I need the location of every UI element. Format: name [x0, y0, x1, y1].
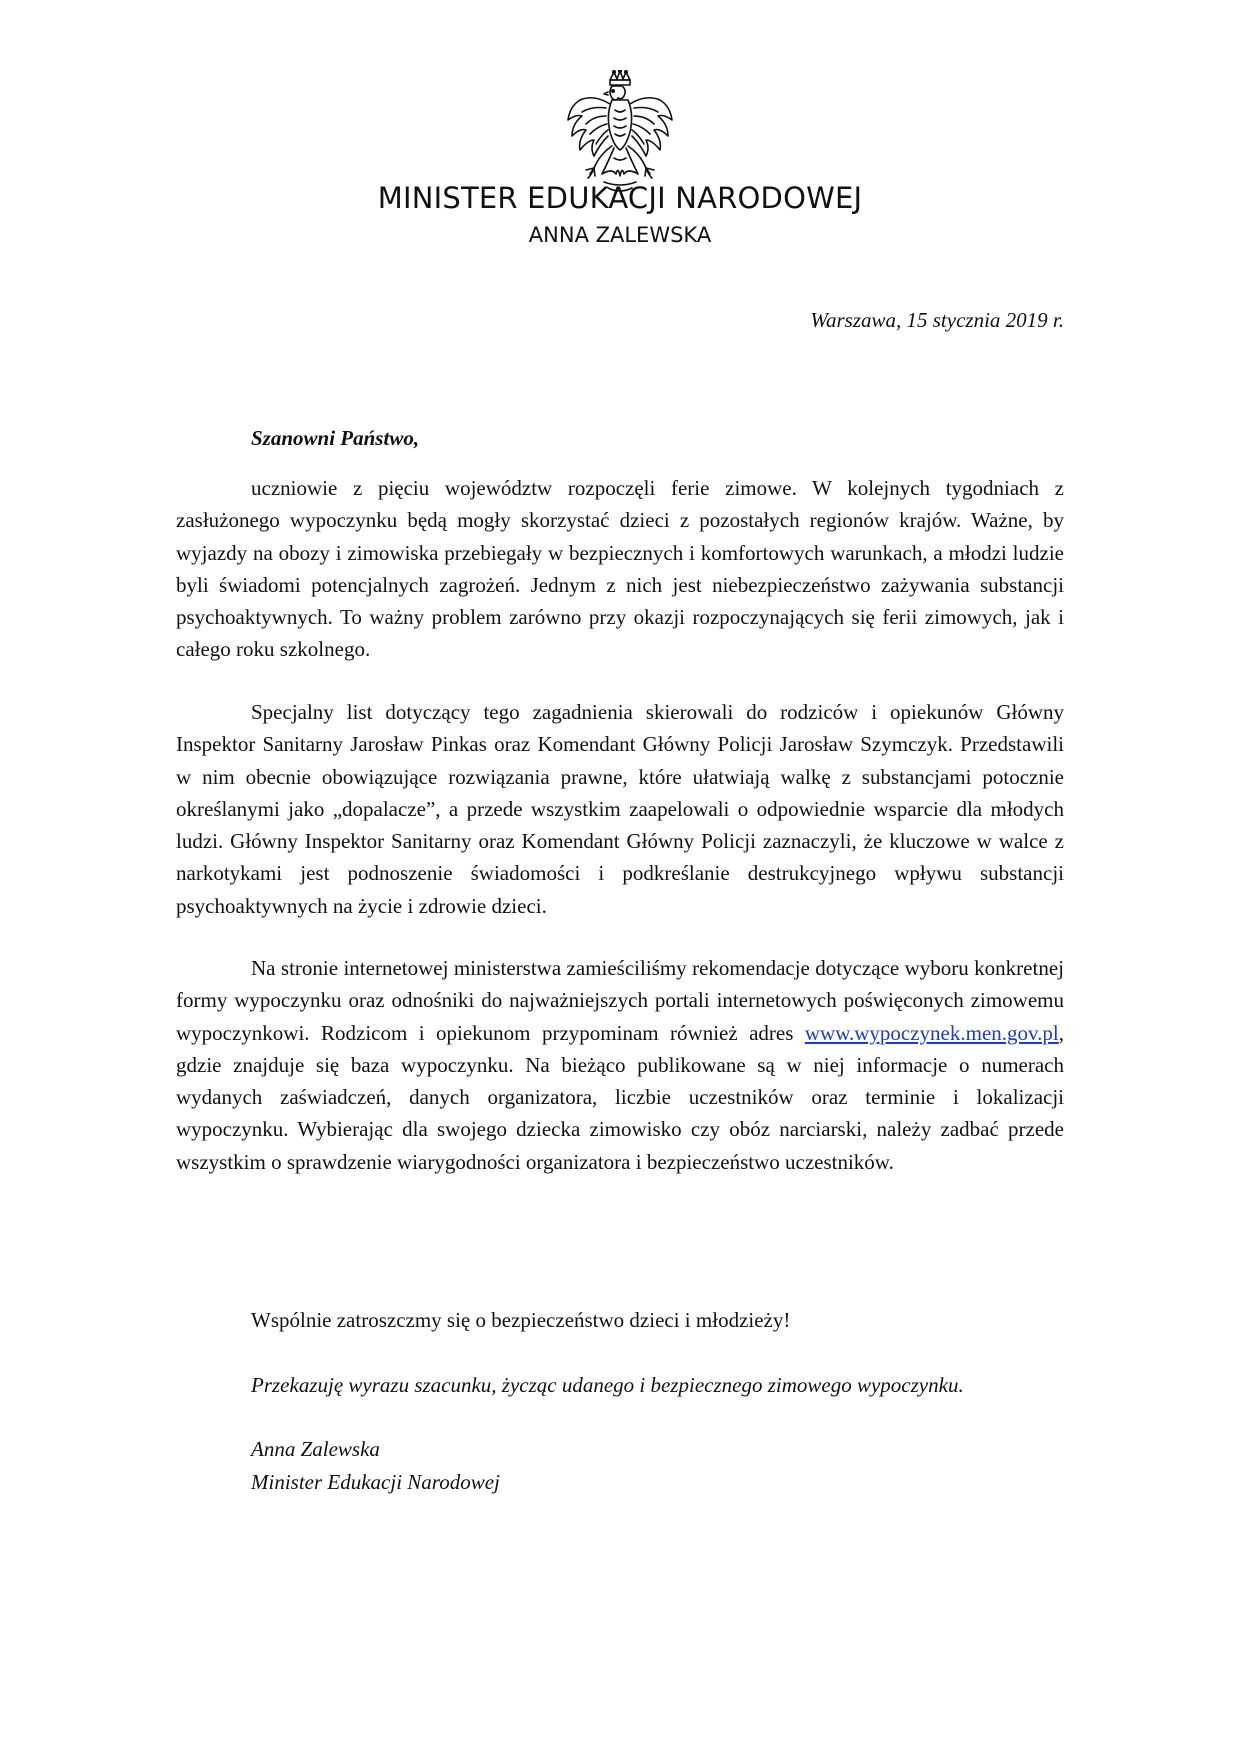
header-subtitle: ANNA ZALEWSKA — [528, 223, 712, 247]
paragraph-4: Wspólnie zatroszczmy się o bezpieczeństwo dzieci i młodzieży! — [251, 1308, 791, 1332]
paragraph-1: uczniowie z pięciu województw rozpoczęli ferie zimowe. W kolejnych tygodniach z zasłużonego wypoczynku będą mogły skorzystać dzieci z pozostałych regionów krajów. Ważne, by wyjazdy na obozy i zimowiska przebiegały w bezpiecznych i komfortowych warunkach, a młodzi ludzie byli świadomi potencjalnych zagrożeń. Jednym z nich jest niebezpieczeństwo zażywania substancji psychoaktywnych. To ważny problem zarówno przy okazji rozpoczynających się ferii zimowych, jak i całego roku szkolnego. — [176, 476, 1064, 662]
paragraph-3-text-after-link: , gdzie znajduje się baza wypoczynku. Na bieżąco publikowane są w niej informacje o numerach wydanych zaświadczeń, danych organizatora, liczbie uczestników oraz terminie i lokalizacji wypoczynku. Wybierając dla swojego dziecka zimowisko czy obóz narciarski, należy zadbać przede wszystkim o sprawdzenie wiarygodności organizatora i bezpieczeństwo uczestników. — [176, 1020, 1064, 1174]
wypoczynek-website-link[interactable]: www.wypoczynek.men.gov.pl — [804, 1020, 1059, 1045]
signature-name: Anna Zalewska — [251, 1437, 380, 1461]
paragraph-3-text-before-link: Na stronie internetowej ministerstwa zamieściliśmy rekomendacje dotyczące wyboru konkretnej formy wypoczynku oraz odnośniki do najważniejszych portali internetowych poświęconych zimowemu wypoczynkowi. Rodzicom i opiekunom przypominam również adres — [176, 956, 1064, 1045]
signature-role: Minister Edukacji Narodowej — [251, 1470, 500, 1494]
paragraph-3 — [176, 952, 1064, 1178]
paragraph-2: Specjalny list dotyczący tego zagadnienia skierowali do rodziców i opiekunów Główny Inspektor Sanitarny Jarosław Pinkas oraz Komendant Główny Policji Jarosław Szymczyk. Przedstawili w nim obecnie obowiązujące rozwiązania prawne, które ułatwiają walkę z substancjami potocznie określanymi jako „dopalacze”, a przede wszystkim zaapelowali o odpowiednie wsparcie dla młodych ludzi. Główny Inspektor Sanitarny oraz Komendant Główny Policji zaznaczyli, że kluczowe w walce z narkotykami jest podnoszenie świadomości i podkreślanie destrukcyjnego wpływu substancji psychoaktywnych na życie i zdrowie dzieci. — [176, 700, 1064, 918]
salutation: Szanowni Państwo, — [251, 426, 420, 450]
letter-date: Warszawa, 15 stycznia 2019 r. — [810, 308, 1064, 332]
closing-line: Przekazuję wyrazu szacunku, życząc udanego i bezpiecznego zimowego wypoczynku. — [251, 1373, 964, 1397]
header-title: MINISTER EDUKACJI NARODOWEJ — [377, 181, 863, 215]
